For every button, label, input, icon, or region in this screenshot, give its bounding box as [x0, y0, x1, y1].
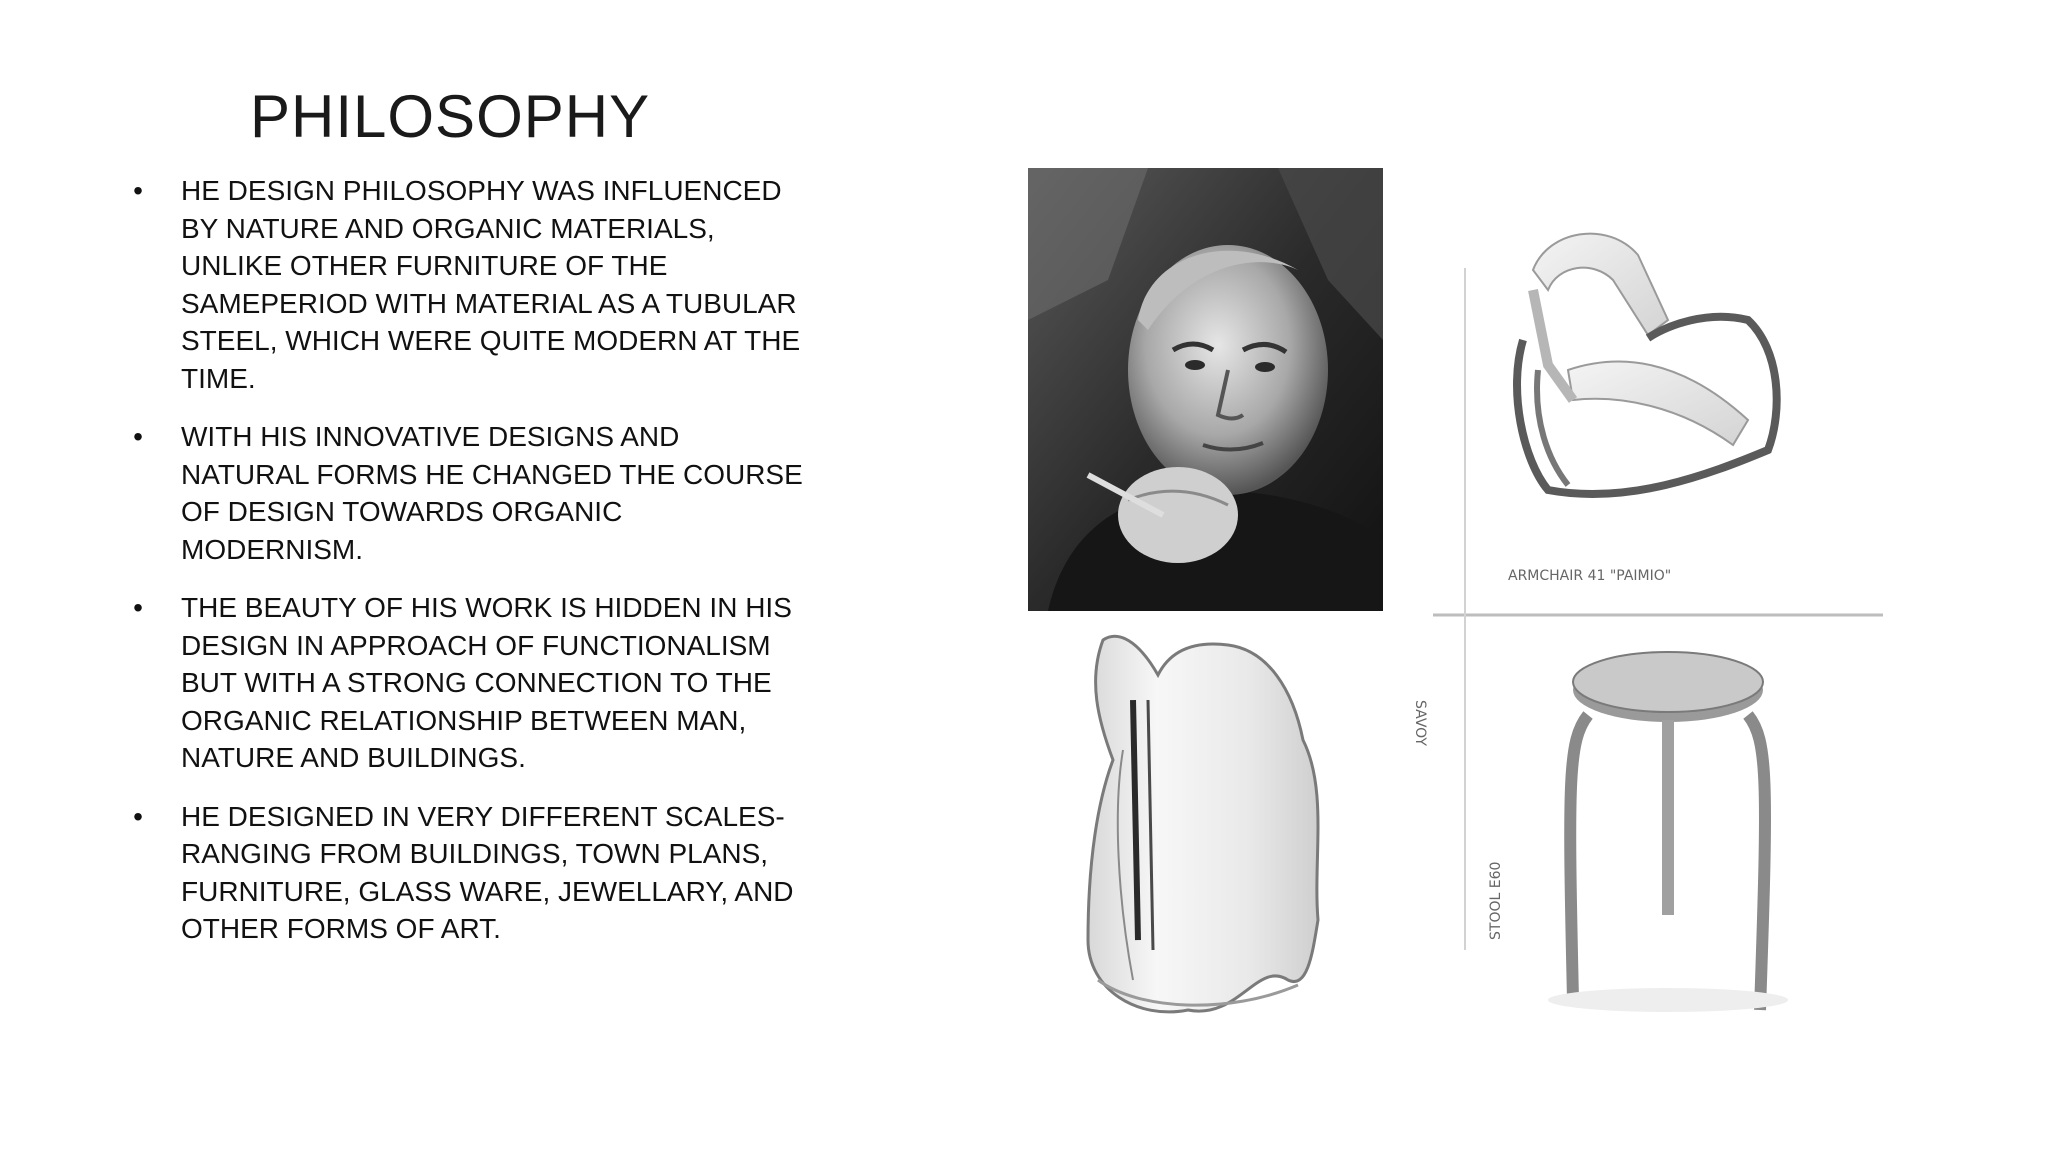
- bullet-line: UNLIKE OTHER FURNITURE OF THE: [181, 250, 668, 281]
- bullet-line: DESIGN IN APPROACH OF FUNCTIONALISM: [181, 629, 771, 661]
- vase-illustration: [1088, 636, 1428, 1012]
- slide-title: PHILOSOPHY: [250, 83, 651, 150]
- collage-svg: [1028, 160, 1888, 1060]
- vase-caption: SAVOY: [1412, 700, 1428, 746]
- bullet-line: WITH HIS INNOVATIVE DESIGNS AND: [181, 421, 680, 452]
- aalto-collage: [1028, 160, 1888, 1060]
- bullet-line: MODERNISM.: [181, 533, 363, 565]
- stool-illustration: [1488, 652, 1788, 1012]
- portrait-photo: [1028, 168, 1383, 611]
- bullet-line: HE DESIGNED IN VERY DIFFERENT SCALES-: [181, 800, 785, 832]
- bullet-line: OF DESIGN TOWARDS ORGANIC: [181, 496, 623, 527]
- bullet-line: NATURAL FORMS HE CHANGED THE COURSE: [181, 458, 803, 490]
- bullet-marker: •: [133, 800, 143, 832]
- armchair-illustration: [1508, 234, 1777, 584]
- bullet-marker: •: [133, 592, 143, 623]
- bullet-item: [128, 418, 848, 568]
- armchair-caption: ARMCHAIR 41 "PAIMIO": [1508, 568, 1672, 584]
- bullet-line: TIME.: [181, 362, 256, 394]
- bullet-line: FURNITURE, GLASS WARE, JEWELLARY, AND: [181, 875, 794, 907]
- bullet-line: ORGANIC RELATIONSHIP BETWEEN MAN,: [181, 704, 747, 736]
- bullet-item: [128, 798, 848, 948]
- bullet-line: BUT WITH A STRONG CONNECTION TO THE: [181, 667, 772, 698]
- bullet-line: STEEL, WHICH WERE QUITE MODERN AT THE: [181, 325, 801, 356]
- bullet-item: [128, 172, 848, 397]
- bullet-line: NATURE AND BUILDINGS.: [181, 742, 526, 773]
- bullet-line: RANGING FROM BUILDINGS, TOWN PLANS,: [181, 838, 769, 869]
- bullet-line: BY NATURE AND ORGANIC MATERIALS,: [181, 212, 715, 244]
- bullet-marker: •: [133, 421, 143, 452]
- bullet-line: SAMEPERIOD WITH MATERIAL AS A TUBULAR: [181, 287, 797, 319]
- bullet-line: OTHER FORMS OF ART.: [181, 913, 501, 944]
- bullet-item: [128, 589, 848, 777]
- stool-caption: STOOL E60: [1488, 861, 1504, 940]
- bullet-line: HE DESIGN PHILOSOPHY WAS INFLUENCED: [181, 175, 782, 206]
- bullet-list: [128, 172, 848, 969]
- bullet-marker: •: [133, 175, 143, 206]
- bullet-line: THE BEAUTY OF HIS WORK IS HIDDEN IN HIS: [181, 592, 792, 623]
